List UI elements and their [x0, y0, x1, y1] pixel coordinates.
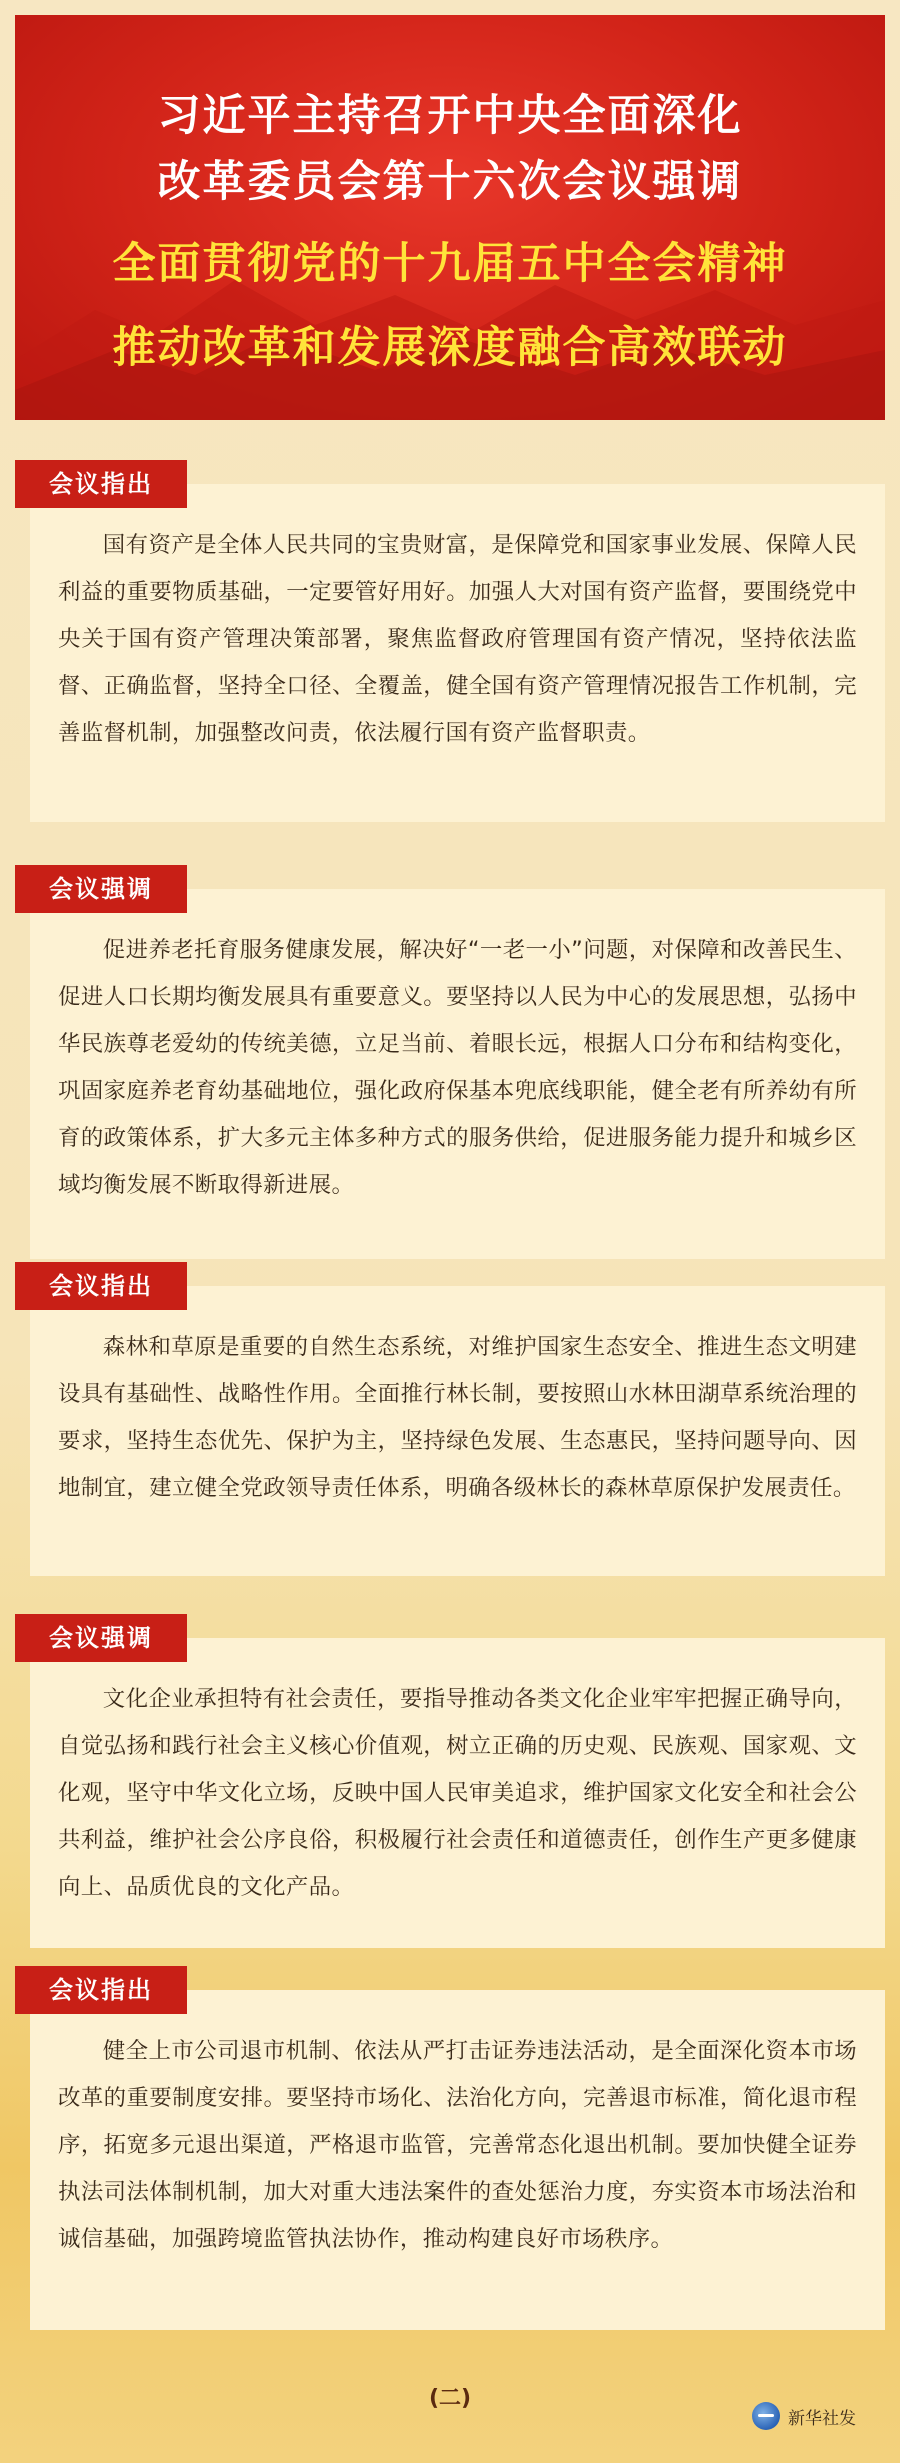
section-card [30, 889, 885, 1259]
brand-credit [752, 2398, 856, 2434]
section-card [30, 1286, 885, 1576]
section-label: 会议指出 [15, 460, 187, 508]
section-label: 会议强调 [15, 865, 187, 913]
header-banner [15, 15, 885, 420]
section-card [30, 1638, 885, 1948]
section-label: 会议指出 [15, 1262, 187, 1310]
xinhua-logo-icon [752, 2402, 780, 2430]
section-text: 森林和草原是重要的自然生态系统，对维护国家生态安全、推进生态文明建设具有基础性、战略性作用。全面推行林长制，要按照山水林田湖草系统治理的要求，坚持生态优先、保护为主，坚持绿色发展、生态惠民，坚持问题导向、因地制宜，建立健全党政领导责任体系，明确各级林长的森林草原保护发展责任。 [58, 1334, 857, 1501]
section-text: 健全上市公司退市机制、依法从严打击证券违法活动，是全面深化资本市场改革的重要制度安排。要坚持市场化、法治化方向，完善退市标准，简化退市程序，拓宽多元退出渠道，严格退市监管，完善常态化退出机制。要加快健全证券执法司法体制机制，加大对重大违法案件的查处惩治力度，夯实资本市场法治和诚信基础，加强跨境监管执法协作，推动构建良好市场秩序。 [58, 2038, 857, 2252]
banner-subtitle-line-1: 全面贯彻党的十九届五中全会精神 [112, 239, 788, 289]
section-text: 国有资产是全体人民共同的宝贵财富，是保障党和国家事业发展、保障人民利益的重要物质基础，一定要管好用好。加强人大对国有资产监督，要围绕党中央关于国有资产管理决策部署，聚焦监督政府管理国有资产情况，坚持依法监督、正确监督，坚持全口径、全覆盖，健全国有资产管理情况报告工作机制，完善监督机制，加强整改问责，依法履行国有资产监督职责。 [58, 532, 857, 746]
banner-title-line-1: 习近平主持召开中央全面深化 [157, 91, 743, 141]
section-label: 会议指出 [15, 1966, 187, 2014]
section-card [30, 1990, 885, 2330]
section-label: 会议强调 [15, 1614, 187, 1662]
section-text: 文化企业承担特有社会责任，要指导推动各类文化企业牢牢把握正确导向，自觉弘扬和践行社会主义核心价值观，树立正确的历史观、民族观、国家观、文化观，坚守中华文化立场，反映中国人民审美追求，维护国家文化安全和社会公共利益，维护社会公序良俗，积极履行社会责任和道德责任，创作生产更多健康向上、品质优良的文化产品。 [58, 1686, 857, 1900]
brand-text: 新华社发 [788, 2408, 856, 2429]
banner-subtitle-line-2: 推动改革和发展深度融合高效联动 [112, 323, 788, 373]
section-card [30, 484, 885, 822]
banner-title-line-2: 改革委员会第十六次会议强调 [157, 157, 743, 207]
page-number: (二) [428, 2386, 472, 2411]
section-text: 促进养老托育服务健康发展，解决好“一老一小”问题，对保障和改善民生、促进人口长期均衡发展具有重要意义。要坚持以人民为中心的发展思想，弘扬中华民族尊老爱幼的传统美德，立足当前、着眼长远，根据人口分布和结构变化，巩固家庭养老育幼基础地位，强化政府保基本兜底线职能，健全老有所养幼有所育的政策体系，扩大多元主体多种方式的服务供给，促进服务能力提升和城乡区域均衡发展不断取得新进展。 [58, 937, 857, 1198]
